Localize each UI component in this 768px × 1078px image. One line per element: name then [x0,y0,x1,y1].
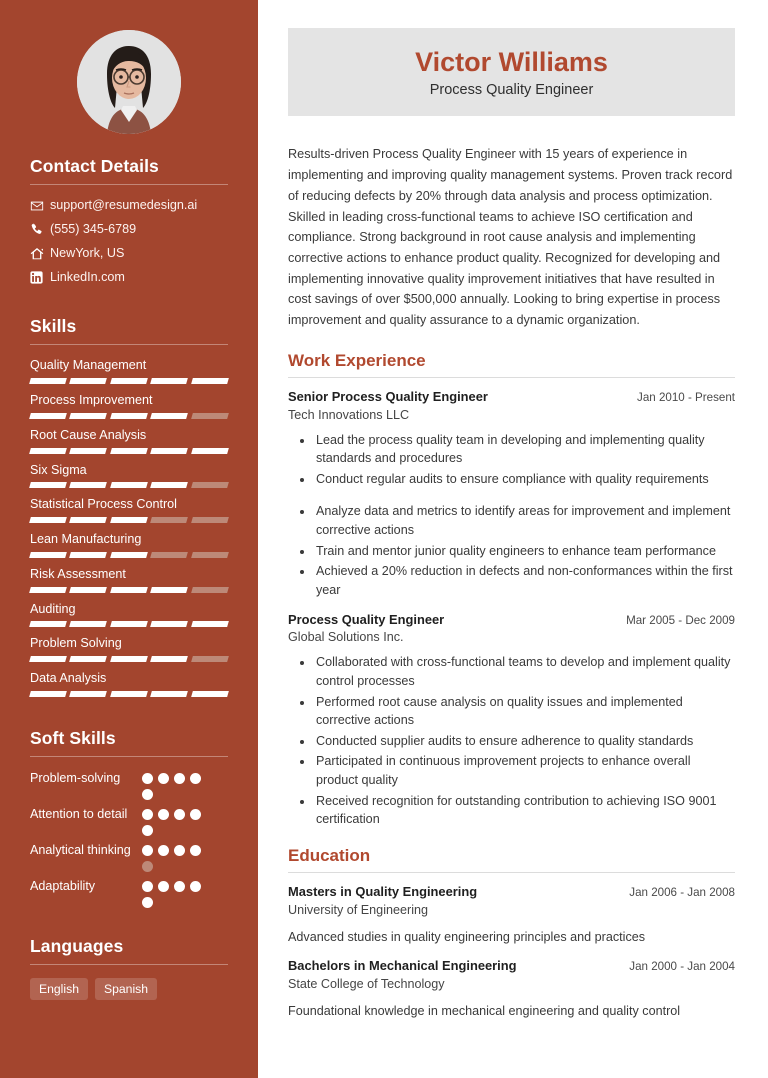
rating-dot [190,809,201,820]
work-entry-title: Senior Process Quality Engineer [288,388,488,404]
home-icon [30,247,50,261]
main-content [258,0,768,1078]
skill-item [30,428,228,454]
avatar [77,30,181,134]
rating-dot [142,845,153,856]
skill-bar-segment [191,448,229,454]
language-chip: English [30,978,88,1000]
bullet-item: • Received recognition for outstanding contribution to achieving ISO 9001 certification [314,792,735,829]
skill-bar-segment [110,448,148,454]
skill-item [30,463,228,489]
skill-bar-segment [150,517,188,523]
spacer [0,706,258,728]
education-description: Foundational knowledge in mechanical engineering and quality control [288,1003,681,1018]
skill-level-bar [30,378,228,384]
soft-skills-list [30,770,228,908]
contact-item-location[interactable] [30,246,228,261]
skill-bar-segment [70,552,108,558]
skill-item [30,393,228,419]
work-entry [288,612,735,829]
skill-bar-segment [191,517,229,523]
skill-bar-segment [191,552,229,558]
divider [30,756,228,757]
soft-skill-item [30,770,228,800]
skill-bar-segment [70,448,108,454]
skill-label: Problem Solving [30,636,122,651]
soft-skill-rating [142,842,214,872]
divider [30,184,228,185]
skill-bar-segment [191,413,229,419]
skill-level-bar [30,482,228,488]
soft-skills-heading: Soft Skills [30,727,116,748]
skill-bar-segment [110,656,148,662]
skill-bar-segment [29,482,67,488]
skill-bar-segment [191,378,229,384]
skill-bar-segment [110,587,148,593]
contact-section [0,156,258,285]
skill-bar-segment [150,691,188,697]
soft-skill-item [30,842,228,872]
rating-dot [142,773,153,784]
soft-skill-item [30,806,228,836]
skill-bar-segment [191,656,229,662]
skills-heading: Skills [30,316,77,337]
skill-bar-segment [150,482,188,488]
name-banner [288,28,735,116]
skill-bar-segment [29,378,67,384]
rating-dot [174,809,185,820]
skill-bar-segment [110,378,148,384]
divider [30,344,228,345]
skill-bar-segment [29,552,67,558]
skill-item [30,532,228,558]
skill-bar-segment [110,482,148,488]
skill-level-bar [30,621,228,627]
education-school: University of Engineering [288,902,429,917]
skill-bar-segment [70,656,108,662]
language-chip: Spanish [95,978,157,1000]
skill-bar-segment [70,378,108,384]
divider [288,377,735,378]
job-role: Process Quality Engineer [429,82,594,99]
soft-skills-section [0,728,258,908]
work-experience-heading: Work Experience [288,350,426,370]
bullet-item: • Conducted supplier audits to ensure adherence to quality standards [314,732,735,751]
envelope-icon [30,199,50,213]
skill-label: Six Sigma [30,462,87,477]
soft-skill-rating [142,806,214,836]
skill-bar-segment [110,517,148,523]
rating-dot [142,861,153,872]
education-entry [288,958,735,1020]
skill-bar-segment [29,587,67,593]
rating-dot [142,789,153,800]
work-entry-company: Tech Innovations LLC [288,407,410,422]
rating-dot [174,773,185,784]
skill-bar-segment [70,621,108,627]
work-entry-date: Mar 2005 - Dec 2009 [626,613,735,627]
profile-photo-wrap [0,0,258,156]
skill-bar-segment [150,552,188,558]
education-heading: Education [288,845,371,865]
bullet-item: • Lead the process quality team in developing and implementing quality standards and procedures [314,431,735,468]
education-entry-header [288,884,735,901]
skill-item [30,671,228,697]
languages-list [30,978,228,1000]
rating-dot [158,773,169,784]
work-entry-company: Global Solutions Inc. [288,630,404,645]
skill-bar-segment [191,587,229,593]
skill-level-bar [30,656,228,662]
rating-dot [158,845,169,856]
skill-bar-segment [110,552,148,558]
education-degree: Bachelors in Mechanical Engineering [288,957,517,973]
soft-skill-rating [142,770,214,800]
skill-item [30,567,228,593]
bullet-item: • Participated in continuous improvement projects to enhance overall product quality [314,752,735,789]
linkedin-icon [30,271,50,284]
education-date: Jan 2000 - Jan 2004 [629,959,735,973]
skill-bar-segment [110,621,148,627]
contact-item-linkedin[interactable] [30,270,228,285]
work-experience-section [288,351,735,829]
spacer [0,914,258,936]
skill-bar-segment [110,691,148,697]
divider [30,964,228,965]
skill-label: Auditing [30,601,76,616]
skill-bar-segment [70,587,108,593]
skill-bar-segment [29,691,67,697]
skill-item [30,358,228,384]
skill-bar-segment [150,413,188,419]
spacer [0,294,258,316]
skill-label: Lean Manufacturing [30,532,142,547]
skill-bar-segment [150,656,188,662]
rating-dot [142,825,153,836]
contact-email-text: support@resumedesign.ai [50,198,198,212]
skill-bar-segment [29,621,67,627]
skill-item [30,636,228,662]
skill-bar-segment [29,448,67,454]
soft-skill-item [30,878,228,908]
rating-dot [158,881,169,892]
work-entry-bullets [288,653,735,829]
skill-level-bar [30,587,228,593]
contact-linkedin-text: LinkedIn.com [50,270,125,285]
skill-level-bar [30,691,228,697]
skills-list [30,358,228,696]
skill-bar-segment [70,482,108,488]
soft-skill-label: Adaptability [30,878,96,893]
skill-bar-segment [191,621,229,627]
skill-label: Process Improvement [30,393,153,408]
skill-label: Statistical Process Control [30,497,177,512]
skill-label: Root Cause Analysis [30,427,147,442]
work-entry-header [288,389,735,406]
rating-dot [190,881,201,892]
bullet-item: • Train and mentor junior quality engineers to enhance team performance [314,542,735,561]
skills-section [0,316,258,696]
soft-skill-label: Attention to detail [30,806,128,821]
professional-summary: Results-driven Process Quality Engineer with 15 years of experience in implementing and improving quality management systems. Proven track record of reducing defects by 20% through data analysis and process optimization. Skilled in leading cross-functional teams to achieve ISO certification and compliance. Strong background in root cause analysis and implementing corrective actions to enhance product quality. Recognized for developing and implementing innovative quality improvement initiatives that have resulted in cost savings of over $500,000 annually. Looking to bring expertise in process improvement and quality assurance to a dynamic organization. [288,147,733,328]
divider [288,872,735,873]
education-entry [288,884,735,946]
skill-bar-segment [150,378,188,384]
work-entry [288,389,735,600]
education-school: State College of Technology [288,976,445,991]
bullet-item: • Conduct regular audits to ensure compliance with quality requirements [314,470,735,489]
languages-section [0,936,258,1000]
rating-dot [142,897,153,908]
page-title: Victor Williams [415,47,608,77]
bullet-item: • Achieved a 20% reduction in defects and non-conformances within the first year [314,562,735,599]
work-entries [288,389,735,829]
skill-bar-segment [150,448,188,454]
soft-skill-label: Analytical thinking [30,842,131,857]
skill-label: Quality Management [30,358,147,373]
work-entry-date: Jan 2010 - Present [637,390,735,404]
contact-item-phone[interactable] [30,222,228,237]
phone-icon [30,223,50,237]
rating-dot [142,881,153,892]
rating-dot [158,809,169,820]
skill-bar-segment [191,691,229,697]
skill-bar-segment [70,691,108,697]
skill-level-bar [30,413,228,419]
skill-bar-segment [70,413,108,419]
work-entry-title: Process Quality Engineer [288,611,445,627]
rating-dot [142,809,153,820]
skill-bar-segment [29,413,67,419]
contact-phone-text: (555) 345-6789 [50,222,137,237]
rating-dot [174,845,185,856]
skill-bar-segment [150,621,188,627]
rating-dot [174,881,185,892]
work-entry-bullets [288,502,735,599]
sidebar [0,0,258,1078]
skill-bar-segment [191,482,229,488]
education-description: Advanced studies in quality engineering principles and practices [288,929,646,944]
skill-label: Data Analysis [30,671,107,686]
skill-bar-segment [70,517,108,523]
bullet-item: • Performed root cause analysis on quality issues and implemented corrective actions [314,693,735,730]
soft-skill-label: Problem-solving [30,770,121,785]
contact-heading: Contact Details [30,156,159,176]
education-entries [288,884,735,1020]
soft-skill-rating [142,878,214,908]
rating-dot [190,845,201,856]
skill-bar-segment [29,517,67,523]
bullet-item: • Collaborated with cross-functional teams to develop and implement quality control processes [314,653,735,690]
skill-bar-segment [150,587,188,593]
skill-label: Risk Assessment [30,566,126,581]
languages-heading: Languages [30,935,124,956]
profile-photo-illustration [77,30,181,134]
skill-item [30,602,228,628]
bullet-item: • Analyze data and metrics to identify areas for improvement and implement corrective actions [314,502,735,539]
skill-bar-segment [110,413,148,419]
work-entry-bullets [288,431,735,489]
contact-item-email[interactable] [30,198,228,213]
contact-location-text: NewYork, US [50,246,125,261]
work-entry-header [288,612,735,629]
skill-level-bar [30,448,228,454]
skill-bar-segment [29,656,67,662]
rating-dot [190,773,201,784]
education-degree: Masters in Quality Engineering [288,883,478,899]
skill-level-bar [30,552,228,558]
education-section [288,846,735,1020]
education-entry-header [288,958,735,975]
education-date: Jan 2006 - Jan 2008 [629,885,735,899]
skill-item [30,497,228,523]
skill-level-bar [30,517,228,523]
